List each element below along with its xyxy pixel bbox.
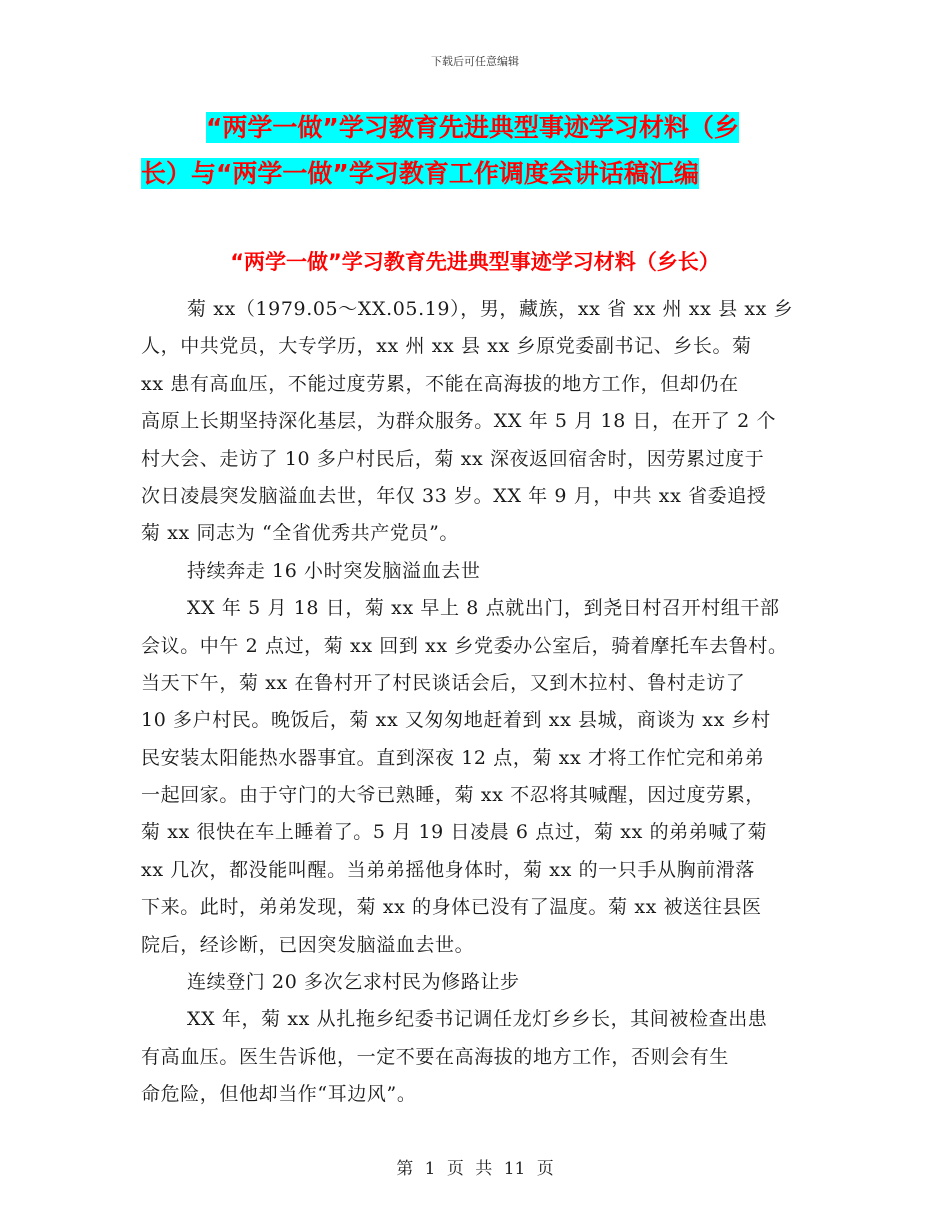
body-line: 院后，经诊断，已因突发脑溢血去世。 — [141, 933, 475, 956]
body-line: 次日凌晨突发脑溢血去世，年仅 33 岁。XX 年 9 月，中共 xx 省委追授 — [141, 484, 767, 507]
header-note: 下载后可任意编辑 — [431, 55, 519, 68]
body-line: 菊 xx 同志为 “全省优秀共产党员”。 — [141, 522, 459, 545]
body-line: 命危险，但他却当作“耳边风”。 — [141, 1083, 417, 1106]
body-line: XX 年 5 月 18 日，菊 xx 早上 8 点就出门，到尧日村召开村组干部 — [187, 597, 780, 620]
body-line: 菊 xx 很快在车上睡着了。5 月 19 日凌晨 6 点过，菊 xx 的弟弟喊了菊 — [141, 821, 768, 844]
body-line: 菊 xx（1979.05～XX.05.19），男，藏族，xx 省 xx 州 xx 县 xx 乡 — [187, 298, 794, 320]
body-line: XX 年，菊 xx 从扎拖乡纪委书记调任龙灯乡乡长，其间被检查出患 — [187, 1008, 768, 1031]
body-line: 会议。中午 2 点过，菊 xx 回到 xx 乡党委办公室后，骑着摩托车去鲁村。 — [141, 634, 788, 657]
body-line: 下来。此时，弟弟发现，菊 xx 的身体已没有了温度。菊 xx 被送往县医 — [141, 896, 762, 919]
body-line: 当天下午，菊 xx 在鲁村开了村民谈话会后，又到木拉村、鲁村走访了 — [141, 671, 746, 694]
body-line: 10 多户村民。晚饭后，菊 xx 又匆匆地赶着到 xx 县城，商谈为 xx 乡村 — [141, 709, 771, 732]
page-footer: 第 1 页 共 11 页 — [396, 1159, 554, 1179]
document-title-line-2-text: 长）与“两学一做”学习教育工作调度会讲话稿汇编 — [141, 159, 699, 188]
subheading: 连续登门 20 多次乞求村民为修路让步 — [187, 971, 520, 994]
document-title-line-1-text: “两学一做”学习教育先进典型事迹学习材料（乡 — [206, 113, 739, 142]
body-line: 高原上长期坚持深化基层，为群众服务。XX 年 5 月 18 日，在开了 2 个 — [141, 410, 777, 433]
body-line: 民安装太阳能热水器事宜。直到深夜 12 点，菊 xx 才将工作忙完和弟弟 — [141, 746, 765, 769]
body-line: xx 患有高血压，不能过度劳累，不能在高海拔的地方工作，但却仍在 — [141, 372, 739, 395]
body-line: xx 几次，都没能叫醒。当弟弟摇他身体时，菊 xx 的一只手从胸前滑落 — [141, 858, 755, 881]
section-title: “两学一做”学习教育先进典型事迹学习材料（乡长） — [230, 250, 720, 274]
body-line: 村大会、走访了 10 多户村民后，菊 xx 深夜返回宿舍时，因劳累过度于 — [141, 447, 765, 470]
body-line: 有高血压。医生告诉他，一定不要在高海拔的地方工作，否则会有生 — [141, 1045, 730, 1068]
body-text — [141, 291, 821, 1114]
subheading: 持续奔走 16 小时突发脑溢血去世 — [187, 559, 481, 582]
body-line: 一起回家。由于守门的大爷已熟睡，菊 xx 不忍将其喊醒，因过度劳累， — [141, 784, 765, 807]
document-title-line-2 — [141, 156, 841, 192]
body-line: 人，中共党员，大专学历，xx 州 xx 县 xx 乡原党委副书记、乡长。菊 — [141, 335, 752, 358]
document-title-line-1 — [206, 110, 906, 146]
